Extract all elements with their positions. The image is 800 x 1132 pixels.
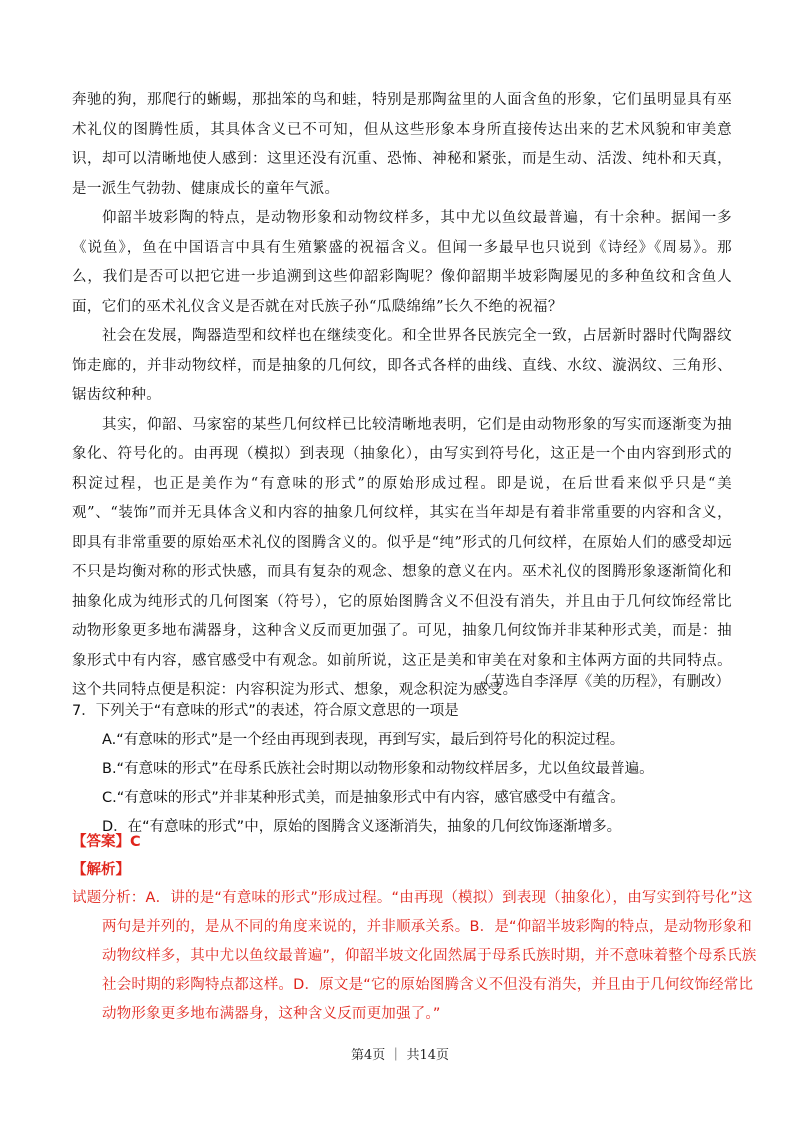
passage-paragraph-2: 仰韶半坡彩陶的特点，是动物形象和动物纹样多，其中尤以鱼纹最普遍，有十余种。据闻一多《说鱼》，鱼在中国语言中具有生殖繁盛的祝福含义。但闻一多最早也只说到《诗经》《周易》。那么，我们是否可以把它进一步追溯到这些仰韶彩陶呢？像仰韶期半坡彩陶屡见的多种鱼纹和含鱼人面，它们的巫术礼仪含义是否就在对氏族子孙“瓜瓞绵绵”长久不绝的祝福？	[72, 210, 732, 315]
page-footer: 第4页 ｜ 共14页	[350, 1048, 450, 1063]
question-7	[72, 697, 732, 842]
passage-source: （节选自李泽厚《美的历程》，有删改）	[476, 674, 730, 690]
passage-paragraph-1: 奔驰的狗，那爬行的蜥蜴，那拙笨的鸟和蛙，特别是那陶盆里的人面含鱼的形象，它们虽明显具有巫术礼仪的图腾性质，其具体含义已不可知，但从这些形象本身所直接传达出来的艺术风貌和审美意识，却可以清晰地使人感到：这里还没有沉重、恐怖、神秘和紧张，而是生动、活泼、纯朴和天真，是一派生气勃勃、健康成长的童年气派。	[72, 92, 732, 197]
question-stem: 7．下列关于“有意味的形式”的表述，符合原文意思的一项是	[72, 703, 459, 719]
option-c: C.“有意味的形式”并非某种形式美，而是抽象形式中有内容，感官感受中有蕴含。	[102, 790, 625, 806]
passage-paragraph-3: 社会在发展，陶器造型和纹样也在继续变化。和全世界各民族完全一致，占居新时器时代陶器纹饰走廊的，并非动物纹样，而是抽象的几何纹，即各式各样的曲线、直线、水纹、漩涡纹、三角形、锯齿纹种种。	[72, 328, 732, 403]
passage-paragraph-4: 其实，仰韶、马家窑的某些几何纹样已比较清晰地表明，它们是由动物形象的写实而逐渐变为抽象化、符号化的。由再现（模拟）到表现（抽象化），由写实到符号化，这正是一个由内容到形式的积淀过程，也正是美作为“有意味的形式”的原始形成过程。即是说，在后世看来似乎只是“美观”、“装饰”而并无具体含义和内容的抽象几何纹样，其实在当年却是有着非常重要的内容和含义，即具有非常重要的原始巫术礼仪的图腾含义的。似乎是“纯”形式的几何纹样，在原始人们的感受却远不只是均衡对称的形式快感，而具有复杂的观念、想象的意义在内。巫术礼仪的图腾形象逐渐简化和抽象化成为纯形式的几何图案（符号），它的原始图腾含义不但没有消失，并且由于几何纹饰经常比动物形象更多地布满器身，这种含义反而更加强了。可见，抽象几何纹饰并非某种形式美，而是：抽象形式中有内容，感官感受中有观念。如前所说，这正是美和审美在对象和主体两方面的共同特点。这个共同特点便是积淀：内容积淀为形式、想象，观念积淀为感受。	[72, 416, 732, 698]
option-d: D．在“有意味的形式”中，原始的图腾含义逐渐消失，抽象的几何纹饰逐渐增多。	[102, 819, 622, 835]
answer-label: 【答案】C	[72, 834, 141, 850]
option-b: B.“有意味的形式”在母系氏族社会时期以动物形象和动物纹样居多，尤以鱼纹最普遍。	[102, 761, 654, 777]
option-a: A.“有意味的形式”是一个经由再现到表现，再到写实，最后到符号化的积淀过程。	[102, 732, 625, 748]
analysis-text: 试题分析：A．讲的是“有意味的形式”形成过程。“由再现（模拟）到表现（抽象化），由写实到符号化”这两句是并列的，是从不同的角度来说的，并非顺承关系。B．是“仰韶半坡彩陶的特点，是动物形象和动物纹样多，其中尤以鱼纹最普遍”，仰韶半坡文化固然属于母系氏族时期，并不意味着整个母系氏族社会时期的彩陶特点都这样。D．原文是“它的原始图腾含义不但没有消失，并且由于几何纹饰经常比动物形象更多地布满器身，这种含义反而更加强了。”	[72, 890, 757, 1022]
passage-body	[72, 86, 732, 706]
analysis-label: 【解析】	[72, 862, 130, 878]
